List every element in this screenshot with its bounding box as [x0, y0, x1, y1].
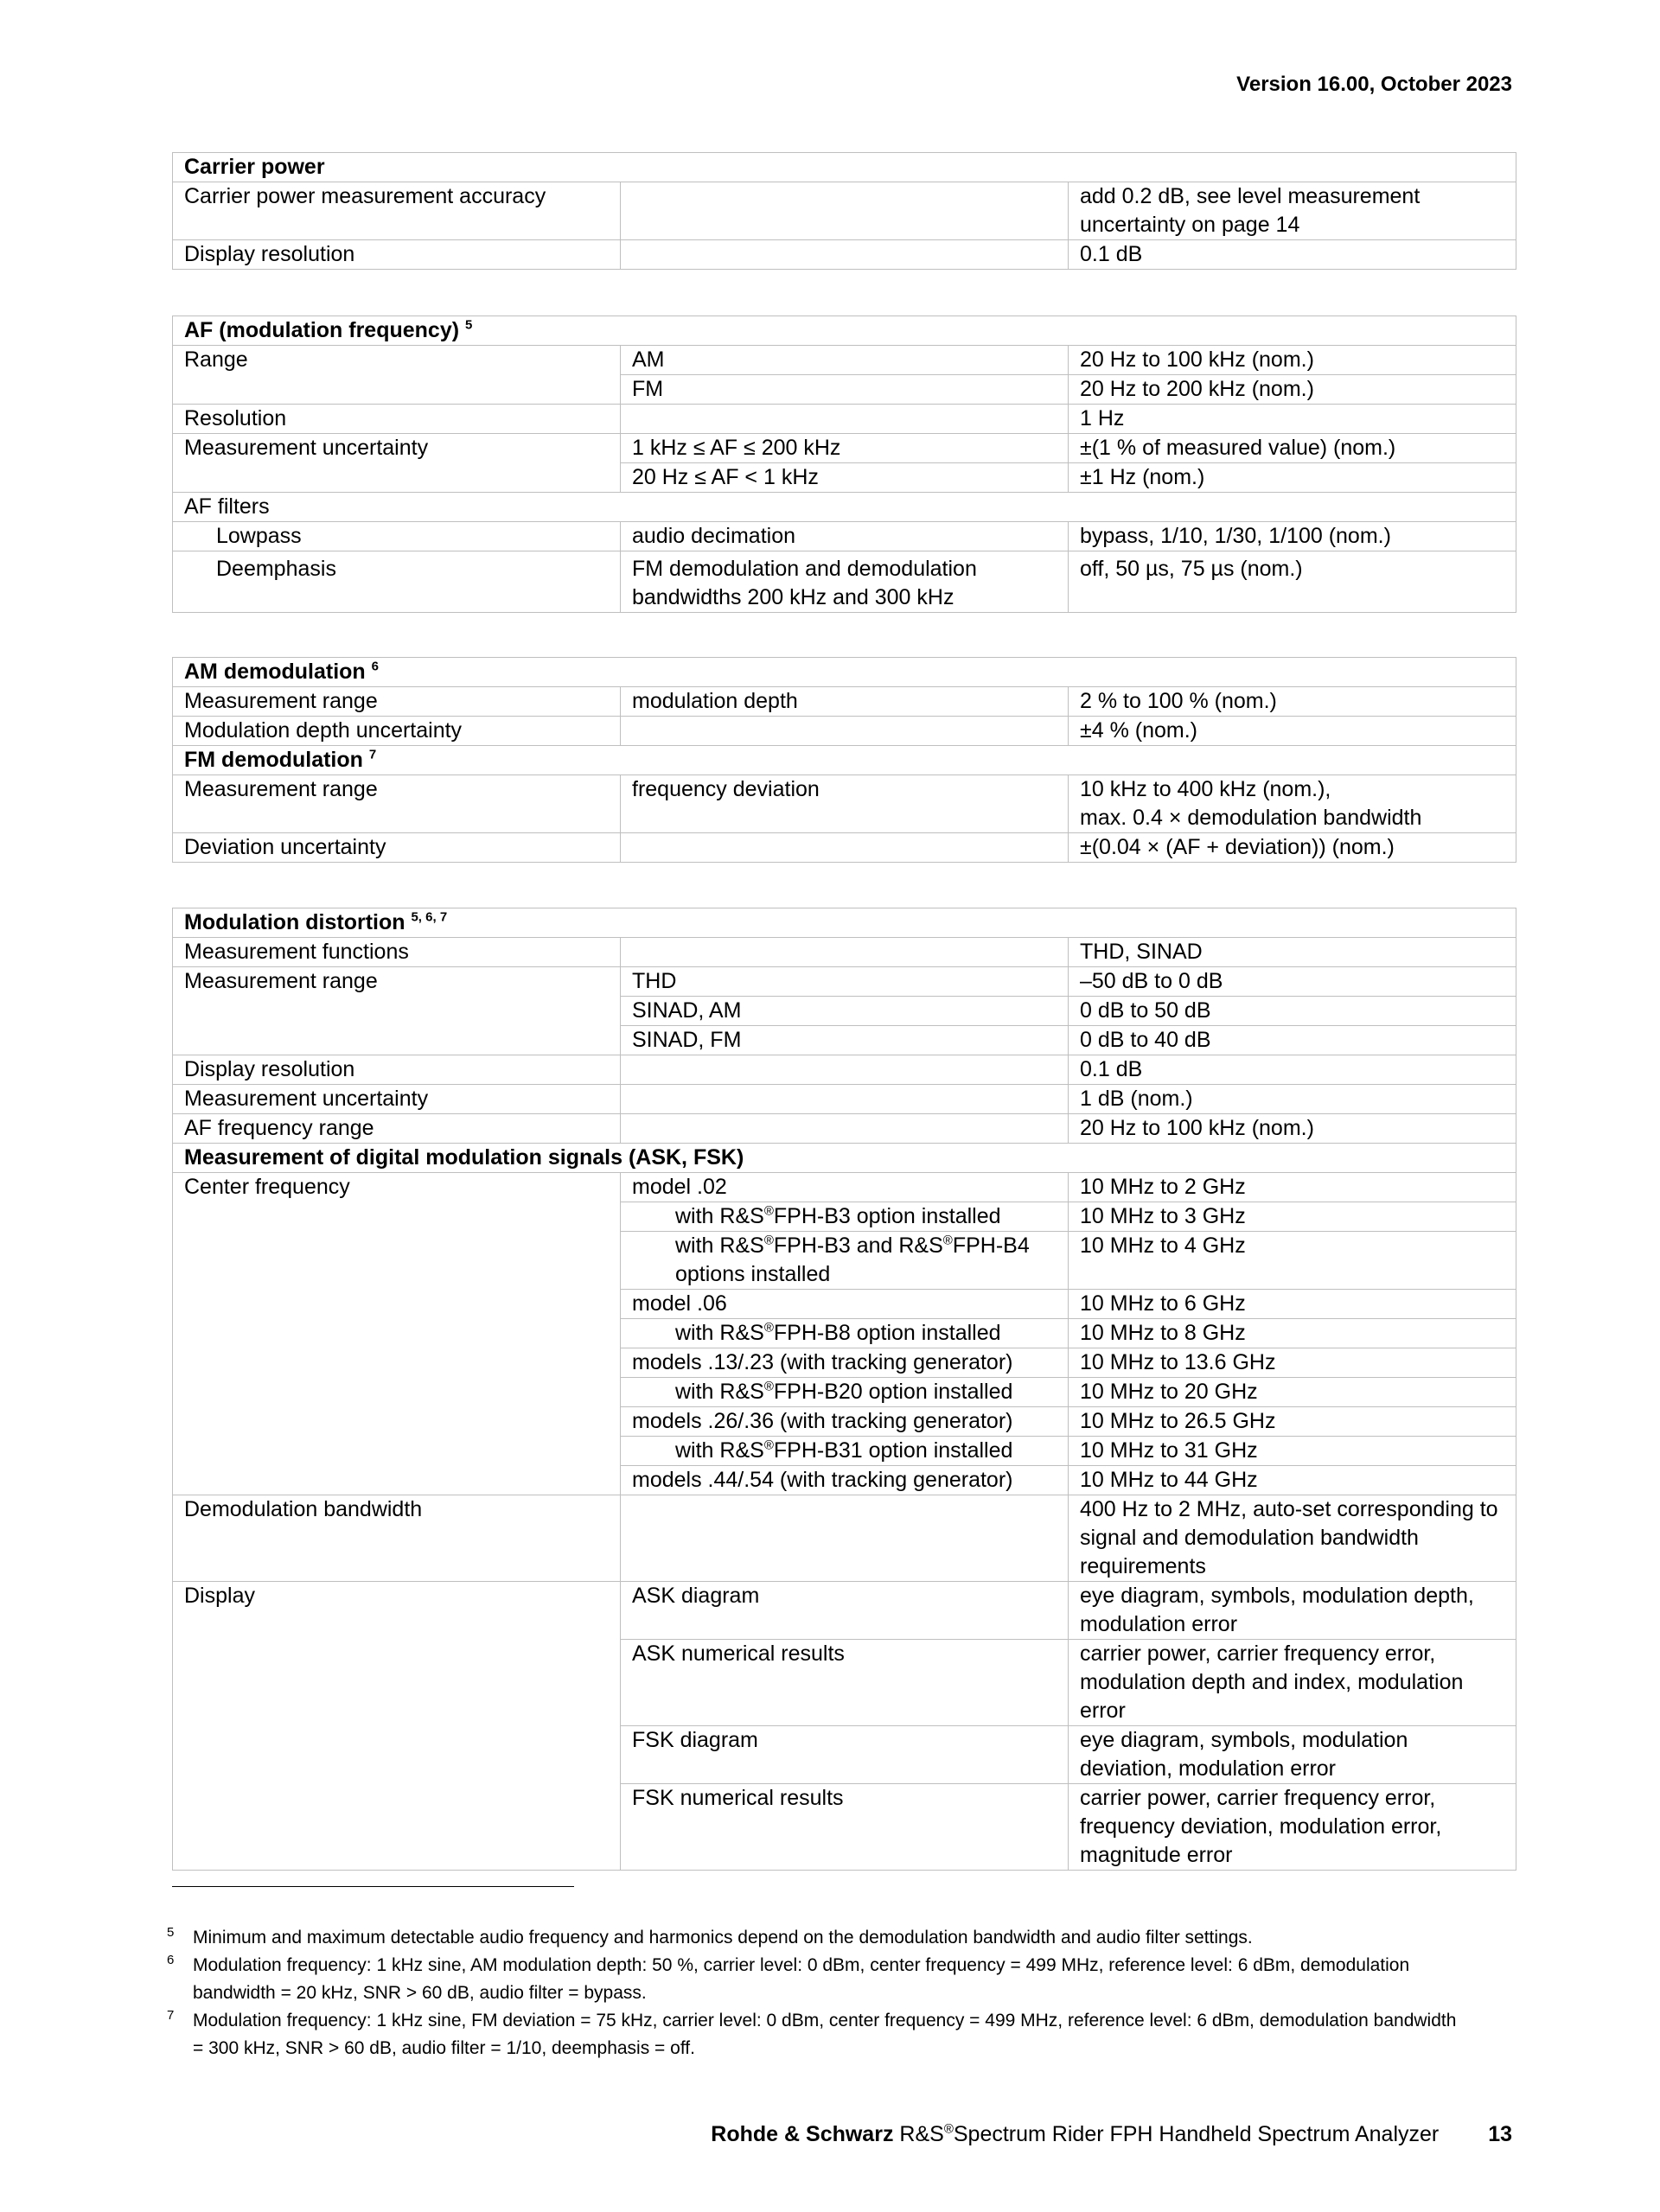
spec-label: Center frequency [173, 1173, 621, 1495]
spec-label: Demodulation bandwidth [173, 1495, 621, 1582]
spec-value: 10 kHz to 400 kHz (nom.), max. 0.4 × demodulation bandwidth [1069, 775, 1516, 833]
spec-condition: FSK numerical results [621, 1784, 1069, 1871]
spec-value: ±1 Hz (nom.) [1069, 463, 1516, 493]
spec-value: 0.1 dB [1069, 1055, 1516, 1085]
spec-value: 10 MHz to 3 GHz [1069, 1202, 1516, 1232]
spec-value: 10 MHz to 26.5 GHz [1069, 1407, 1516, 1437]
spec-label: Lowpass [173, 522, 621, 551]
af-table [172, 316, 1516, 613]
footnote-text: Minimum and maximum detectable audio frequency and harmonics depend on the demodulation bandwidth and audio filter settings. [193, 1928, 1253, 1947]
spec-condition: FSK diagram [621, 1726, 1069, 1784]
spec-value: –50 dB to 0 dB [1069, 967, 1516, 997]
footnote-number: 7 [167, 2008, 175, 2023]
spec-condition: with R&S®FPH-B3 and R&S®FPH-B4 options installed [621, 1232, 1069, 1290]
spec-label: Carrier power measurement accuracy [173, 182, 621, 240]
section-title: FM demodulation $^7$ [173, 746, 1516, 775]
spec-label: Measurement functions [173, 938, 621, 967]
spec-condition: model .06 [621, 1290, 1069, 1319]
section-title: Measurement of digital modulation signals (ASK, FSK) [173, 1144, 1516, 1173]
spec-condition: ASK numerical results [621, 1640, 1069, 1726]
spec-label: Deviation uncertainty [173, 833, 621, 863]
spec-label: Display [173, 1582, 621, 1871]
footnote-divider [172, 1886, 574, 1887]
spec-value: 20 Hz to 100 kHz (nom.) [1069, 1114, 1516, 1144]
modulation-distortion-table [172, 908, 1516, 1871]
spec-value: bypass, 1/10, 1/30, 1/100 (nom.) [1069, 522, 1516, 551]
table-row [173, 1582, 1516, 1640]
footer-product: R&S®Spectrum Rider FPH Handheld Spectrum Analyzer [899, 2121, 1440, 2146]
spec-label: Display resolution [173, 240, 621, 270]
spec-value: 0.1 dB [1069, 240, 1516, 270]
spec-value: add 0.2 dB, see level measurement uncertainty on page 14 [1069, 182, 1516, 240]
spec-condition: models .44/.54 (with tracking generator) [621, 1466, 1069, 1495]
spec-condition: 1 kHz ≤ AF ≤ 200 kHz [621, 434, 1069, 463]
spec-condition: modulation depth [621, 687, 1069, 717]
footnote-number: 6 [167, 1953, 175, 1967]
spec-label: Measurement range [173, 687, 621, 717]
spec-label: Measurement uncertainty [173, 1085, 621, 1114]
spec-condition: FM [621, 375, 1069, 405]
spec-condition: SINAD, AM [621, 997, 1069, 1026]
spec-value: 0 dB to 50 dB [1069, 997, 1516, 1026]
spec-condition: SINAD, FM [621, 1026, 1069, 1055]
section-title: AF (modulation frequency) $^5$ [173, 316, 1516, 346]
footnote [167, 1924, 1469, 1952]
spec-value: 10 MHz to 44 GHz [1069, 1466, 1516, 1495]
spec-label: Display resolution [173, 1055, 621, 1085]
spec-label: Deemphasis [173, 551, 621, 613]
page-number: 13 [1488, 2122, 1512, 2146]
spec-value: carrier power, carrier frequency error, frequency deviation, modulation error, magnitude error [1069, 1784, 1516, 1871]
spec-label: Resolution [173, 405, 621, 434]
footnote-number: 5 [167, 1925, 175, 1940]
spec-condition: AM [621, 346, 1069, 375]
spec-value: 10 MHz to 2 GHz [1069, 1173, 1516, 1202]
footnote-text: Modulation frequency: 1 kHz sine, AM modulation depth: 50 %, carrier level: 0 dBm, center frequency = 499 MHz, reference level: 6 dBm, demodulation bandwidth = 20 kHz, SNR > 60 dB, audio filter = bypass. [193, 1955, 1410, 2003]
spec-value: 10 MHz to 20 GHz [1069, 1378, 1516, 1407]
footnote-text: Modulation frequency: 1 kHz sine, FM deviation = 75 kHz, carrier level: 0 dBm, center frequency = 499 MHz, reference level: 6 dBm, demodulation bandwidth = 300 kHz, SNR > 60 dB, audio filter = 1/10, deemphasis = off. [193, 2011, 1457, 2058]
spec-condition: ASK diagram [621, 1582, 1069, 1640]
spec-label: Measurement uncertainty [173, 434, 621, 493]
spec-value: 400 Hz to 2 MHz, auto-set corresponding to signal and demodulation bandwidth requirements [1069, 1495, 1516, 1582]
spec-value: 20 Hz to 100 kHz (nom.) [1069, 346, 1516, 375]
section-title: Modulation distortion $^{5, 6, 7}$ [173, 908, 1516, 938]
spec-condition: with R&S®FPH-B31 option installed [621, 1437, 1069, 1466]
spec-label: Range [173, 346, 621, 405]
spec-condition: with R&S®FPH-B3 option installed [621, 1202, 1069, 1232]
spec-value: 10 MHz to 8 GHz [1069, 1319, 1516, 1348]
version-header: Version 16.00, October 2023 [1236, 73, 1512, 96]
spec-value: 20 Hz to 200 kHz (nom.) [1069, 375, 1516, 405]
spec-value: off, 50 µs, 75 µs (nom.) [1069, 551, 1516, 613]
section-title: AM demodulation $^6$ [173, 658, 1516, 687]
spec-value: 10 MHz to 4 GHz [1069, 1232, 1516, 1290]
spec-value: ±(0.04 × (AF + deviation)) (nom.) [1069, 833, 1516, 863]
section-title: Carrier power [173, 153, 1516, 182]
spec-condition: 20 Hz ≤ AF < 1 kHz [621, 463, 1069, 493]
spec-condition: audio decimation [621, 522, 1069, 551]
spec-value: 10 MHz to 6 GHz [1069, 1290, 1516, 1319]
spec-value: eye diagram, symbols, modulation depth, modulation error [1069, 1582, 1516, 1640]
spec-condition: with R&S®FPH-B8 option installed [621, 1319, 1069, 1348]
spec-value: 10 MHz to 31 GHz [1069, 1437, 1516, 1466]
spec-value: 0 dB to 40 dB [1069, 1026, 1516, 1055]
spec-condition: model .02 [621, 1173, 1069, 1202]
spec-value: 1 dB (nom.) [1069, 1085, 1516, 1114]
footnotes [167, 1924, 1469, 2062]
carrier-power-table [172, 152, 1516, 270]
spec-label: AF frequency range [173, 1114, 621, 1144]
spec-value: eye diagram, symbols, modulation deviation, modulation error [1069, 1726, 1516, 1784]
spec-label: AF filters [173, 493, 1516, 522]
spec-value: THD, SINAD [1069, 938, 1516, 967]
page-footer [711, 2122, 1512, 2147]
spec-label: Modulation depth uncertainty [173, 717, 621, 746]
spec-label: Measurement range [173, 775, 621, 833]
table-row [173, 1173, 1516, 1202]
footnote [167, 1952, 1469, 2007]
spec-label: Measurement range [173, 967, 621, 1055]
spec-value: 10 MHz to 13.6 GHz [1069, 1348, 1516, 1378]
spec-condition: models .26/.36 (with tracking generator) [621, 1407, 1069, 1437]
spec-condition: models .13/.23 (with tracking generator) [621, 1348, 1069, 1378]
spec-value: 2 % to 100 % (nom.) [1069, 687, 1516, 717]
footer-brand: Rohde & Schwarz [711, 2122, 894, 2146]
spec-value: ±(1 % of measured value) (nom.) [1069, 434, 1516, 463]
spec-value: 1 Hz [1069, 405, 1516, 434]
spec-condition: THD [621, 967, 1069, 997]
footnote [167, 2007, 1469, 2062]
spec-value: carrier power, carrier frequency error, modulation depth and index, modulation error [1069, 1640, 1516, 1726]
spec-condition: frequency deviation [621, 775, 1069, 833]
spec-value: ±4 % (nom.) [1069, 717, 1516, 746]
spec-condition: FM demodulation and demodulation bandwidths 200 kHz and 300 kHz [621, 551, 1069, 613]
spec-condition: with R&S®FPH-B20 option installed [621, 1378, 1069, 1407]
demodulation-table [172, 657, 1516, 863]
